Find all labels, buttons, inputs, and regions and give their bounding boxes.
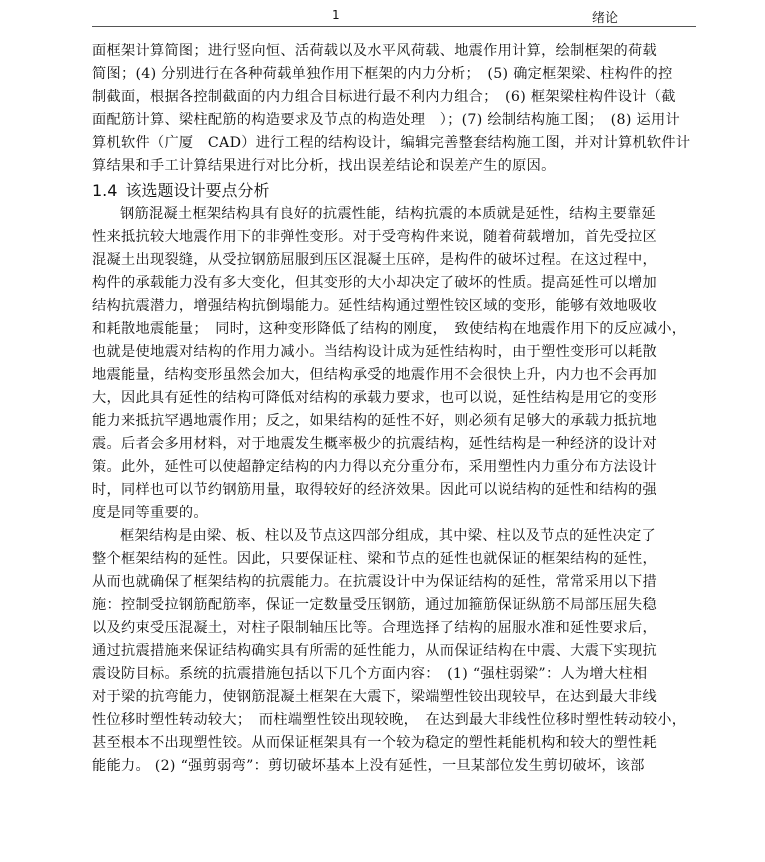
- intro-paragraph: [92, 40, 696, 178]
- text-line: 策。此外，延性可以使超静定结构的内力得以充分重分布，采用塑性内力重分布方法设计: [92, 459, 658, 475]
- text-line: 以及约束受压混凝土，对柱子限制轴压比等。合理选择了结构的屈服水准和延性要求后，: [92, 620, 658, 636]
- text-line: 性来抵抗较大地震作用下的非弹性变形。对于受弯构件来说，随着荷载增加，首先受拉区: [92, 229, 658, 245]
- text-line: 通过抗震措施来保证结构确实具有所需的延性能力，从而保证结构在中震、大震下实现抗: [92, 643, 658, 659]
- chapter-title: 绪论: [592, 11, 619, 26]
- text-line: 钢筋混凝土框架结构具有良好的抗震性能，结构抗震的本质就是延性，结构主要靠延: [120, 206, 657, 222]
- text-line: 甚至根本不出现塑性铰。从而保证框架具有一个较为稳定的塑性耗能机构和较大的塑性耗: [92, 735, 658, 751]
- document-body: [92, 40, 696, 778]
- text-line: 时，同样也可以节约钢筋用量，取得较好的经济效果。因此可以说结构的延性和结构的强: [92, 482, 658, 498]
- text-line: 地震能量，结构变形虽然会加大，但结构承受的地震作用不会很快上升，内力也不会再加: [92, 367, 658, 383]
- text-line: 算结果和手工计算结果进行对比分析，找出误差结论和误差产生的原因。: [92, 158, 556, 174]
- text-line: 结构抗震潜力，增强结构抗倒塌能力。延性结构通过塑性铰区域的变形，能够有效地吸收: [92, 298, 658, 314]
- page-number: 1: [332, 8, 340, 22]
- text-line: 从而也就确保了框架结构的抗震能力。在抗震设计中为保证结构的延性，常常采用以下措: [92, 574, 658, 590]
- text-line: 性位移时塑性转动较大； 而柱端塑性铰出现较晚， 在达到最大非线性位移时塑性转动较小，: [92, 712, 687, 728]
- text-line: 算机软件（广厦 CAD）进行工程的结构设计，编辑完善整套结构施工图，并对计算机软件计: [92, 135, 691, 151]
- text-line: 施：控制受拉钢筋配筋率，保证一定数量受压钢筋，通过加箍筋保证纵筋不局部压屈失稳: [92, 597, 658, 613]
- text-line: 能能力。 (2) “强剪弱弯”：剪切破坏基本上没有延性，一旦某部位发生剪切破坏，该部: [92, 758, 645, 774]
- text-line: 面框架计算简图；进行竖向恒、活荷载以及水平风荷载、地震作用计算，绘制框架的荷载: [92, 43, 658, 59]
- text-line: 大，因此具有延性的结构可降低对结构的承载力要求，也可以说，延性结构是用它的变形: [92, 390, 658, 406]
- text-line: 混凝土出现裂缝，从受拉钢筋屈服到压区混凝土压碎，是构件的破坏过程。在这过程中，: [92, 252, 658, 268]
- text-line: 框架结构是由梁、板、柱以及节点这四部分组成，其中梁、柱以及节点的延性决定了: [120, 528, 657, 544]
- text-line: 整个框架结构的延性。因此，只要保证柱、梁和节点的延性也就保证的框架结构的延性，: [92, 551, 658, 567]
- text-line: 和耗散地震能量； 同时，这种变形降低了结构的刚度， 致使结构在地震作用下的反应减小，: [92, 321, 687, 337]
- text-line: 也就是使地震对结构的作用力减小。当结构设计成为延性结构时，由于塑性变形可以耗散: [92, 344, 658, 360]
- section-number: 1.4: [92, 181, 118, 200]
- text-line: 构件的承载能力没有多大变化，但其变形的大小却决定了破坏的性质。提高延性可以增加: [92, 275, 658, 291]
- text-line: 简图；(4) 分别进行在各种荷载单独作用下框架的内力分析； (5) 确定框架梁、柱构件的控: [92, 66, 673, 82]
- paragraph-ductility: [92, 203, 696, 525]
- page-header: [92, 4, 696, 27]
- text-line: 震。后者会多用材料，对于地震发生概率极少的抗震结构，延性结构是一种经济的设计对: [92, 436, 658, 452]
- text-line: 对于梁的抗弯能力，使钢筋混凝土框架在大震下，梁端塑性铰出现较早，在达到最大非线: [92, 689, 658, 705]
- section-heading: [92, 178, 696, 203]
- section-title: 该选题设计要点分析: [125, 181, 270, 200]
- text-line: 制截面，根据各控制截面的内力组合目标进行最不利内力组合； (6) 框架梁柱构件设计（截: [92, 89, 676, 105]
- text-line: 面配筋计算、梁柱配筋的构造要求及节点的构造处理 ）；(7) 绘制结构施工图； (8) 运用计: [92, 112, 680, 128]
- text-line: 能力来抵抗罕遇地震作用；反之，如果结构的延性不好，则必须有足够大的承载力抵抗地: [92, 413, 658, 429]
- text-line: 震设防目标。系统的抗震措施包括以下几个方面内容： (1) “强柱弱梁”：人为增大柱相: [92, 666, 648, 682]
- paragraph-frame-structure: [92, 525, 696, 778]
- text-line: 度是同等重要的。: [92, 505, 208, 521]
